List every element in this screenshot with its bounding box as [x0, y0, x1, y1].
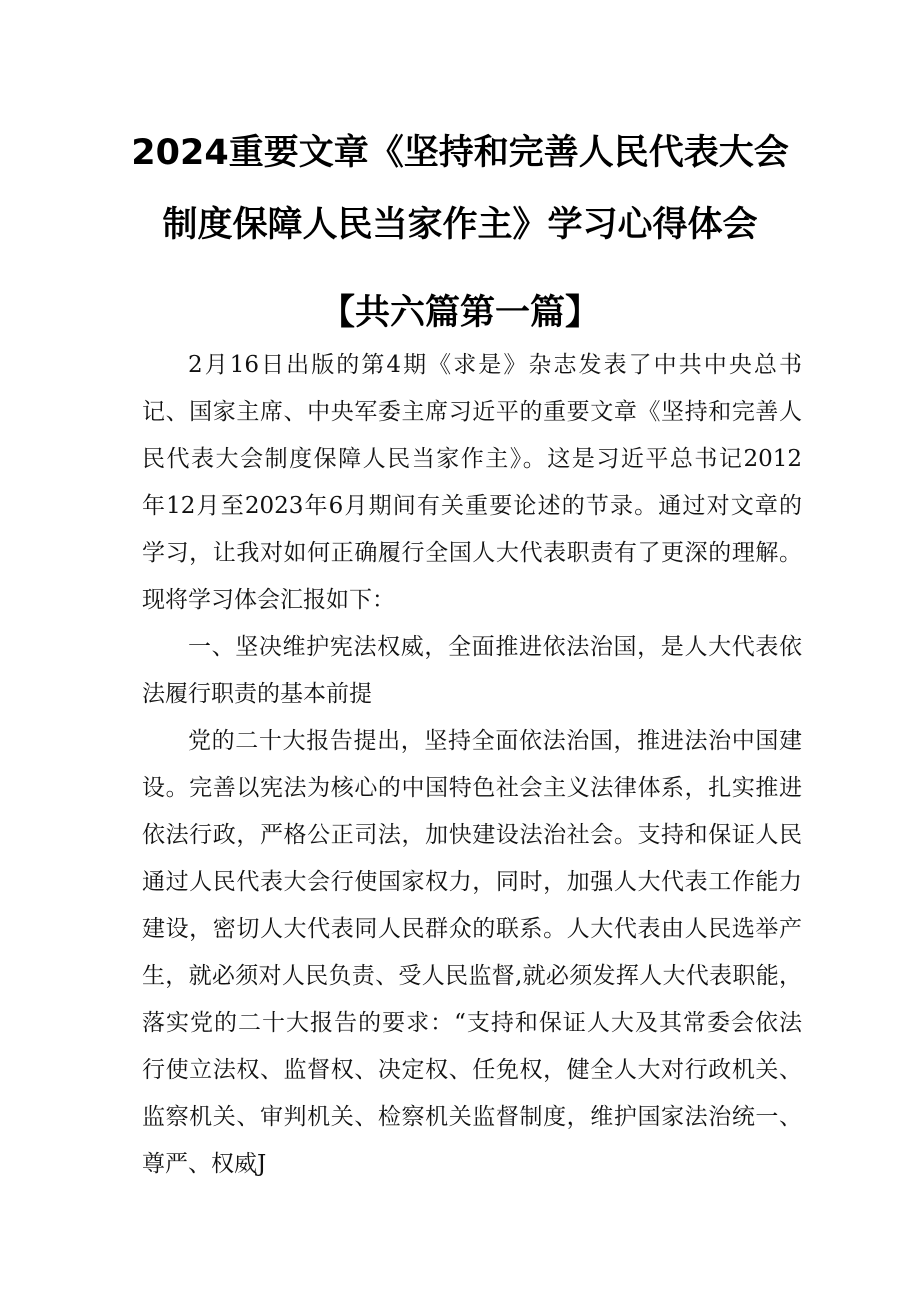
section-heading-line: 法履行职责的基本前提	[142, 681, 372, 707]
paragraph-line: 监察机关、审判机关、检察机关监督制度，维护国家法治统一、	[142, 1104, 802, 1130]
paragraph-line: 通过人民代表大会行使国家权力，同时，加强人大代表工作能力	[142, 869, 802, 895]
paragraph-line: 2月16日出版的第4期《求是》杂志发表了中共中央总书	[188, 352, 802, 378]
paragraph-line: 年12月至2023年6月期间有关重要论述的节录。通过对文章的	[142, 493, 802, 519]
paragraph-line: 记、国家主席、中央军委主席习近平的重要文章《坚持和完善人	[142, 399, 802, 425]
paragraph-line: 党的二十大报告提出，坚持全面依法治国，推进法治中国建	[188, 728, 802, 754]
paragraph-line: 行使立法权、监督权、决定权、任免权，健全人大对行政机关、	[142, 1057, 802, 1083]
paragraph-line: 依法行政，严格公正司法，加快建设法治社会。支持和保证人民	[142, 822, 802, 848]
document-title-line-1: 2024重要文章《坚持和完善人民代表大会	[131, 133, 789, 173]
paragraph-line: 尊严、权威J	[142, 1151, 267, 1177]
paragraph-line: 学习，让我对如何正确履行全国人大代表职责有了更深的理解。	[142, 540, 802, 566]
paragraph-line: 建设，密切人大代表同人民群众的联系。人大代表由人民选举产	[142, 916, 802, 942]
document-subtitle: 【共六篇第一篇】	[319, 293, 600, 333]
section-heading-line: 一、坚决维护宪法权威，全面推进依法治国，是人大代表依	[188, 634, 802, 660]
document-title-line-2: 制度保障人民当家作主》学习心得体会	[162, 205, 758, 245]
paragraph-line: 设。完善以宪法为核心的中国特色社会主义法律体系，扎实推进	[142, 775, 802, 801]
paragraph-line: 生，就必须对人民负责、受人民监督,就必须发挥人大代表职能，	[142, 963, 802, 989]
paragraph-line: 民代表大会制度保障人民当家作主》。这是习近平总书记2012	[142, 446, 802, 472]
paragraph-line: 落实党的二十大报告的要求：“支持和保证人大及其常委会依法	[142, 1010, 802, 1036]
paragraph-line: 现将学习体会汇报如下：	[142, 587, 395, 613]
